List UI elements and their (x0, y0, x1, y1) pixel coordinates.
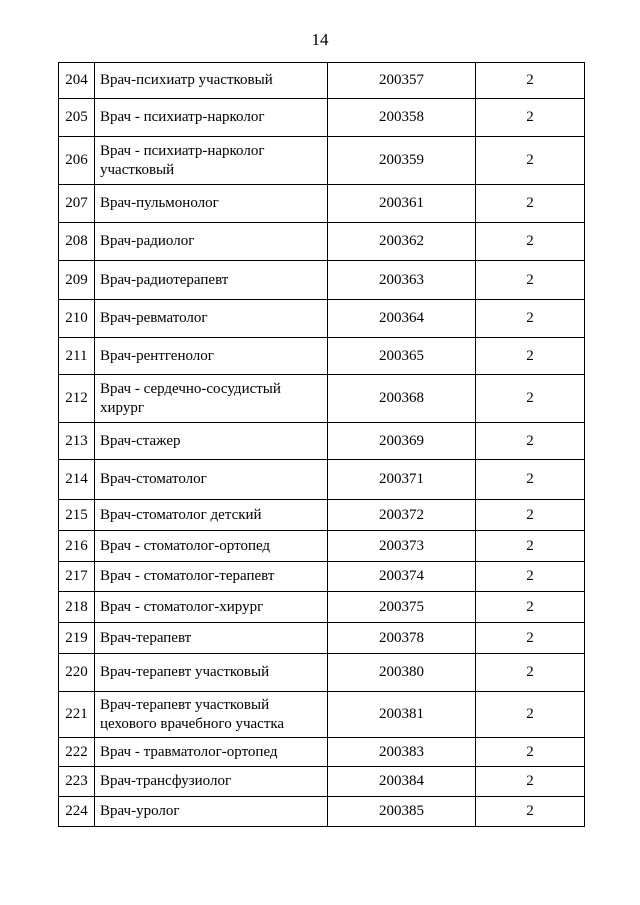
count-cell: 2 (476, 654, 585, 692)
row-number-cell: 208 (59, 223, 95, 261)
table-row (59, 261, 585, 300)
row-number-cell: 223 (59, 767, 95, 797)
table-row (59, 738, 585, 767)
position-code-cell: 200384 (328, 767, 476, 797)
table-row (59, 692, 585, 738)
row-number-cell: 218 (59, 592, 95, 623)
table-row (59, 767, 585, 797)
position-code-cell: 200365 (328, 338, 476, 375)
page-number: 14 (311, 30, 329, 49)
count-cell: 2 (476, 300, 585, 338)
position-code-cell: 200364 (328, 300, 476, 338)
positions-table (58, 62, 585, 827)
count-cell: 2 (476, 738, 585, 767)
position-code-cell: 200358 (328, 99, 476, 137)
table-row (59, 300, 585, 338)
table-row (59, 531, 585, 562)
table-row (59, 338, 585, 375)
row-number-cell: 224 (59, 797, 95, 827)
position-code-cell: 200385 (328, 797, 476, 827)
table-row (59, 375, 585, 423)
count-cell: 2 (476, 99, 585, 137)
row-number-cell: 214 (59, 460, 95, 500)
table-row (59, 137, 585, 185)
position-name-cell: Врач-стоматолог (95, 460, 328, 500)
position-code-cell: 200362 (328, 223, 476, 261)
row-number-cell: 219 (59, 623, 95, 654)
position-code-cell: 200383 (328, 738, 476, 767)
count-cell: 2 (476, 623, 585, 654)
count-cell: 2 (476, 223, 585, 261)
position-name-cell: Врач - стоматолог-терапевт (95, 562, 328, 592)
position-name-cell: Врач - сердечно-сосудистый хирург (95, 375, 328, 423)
row-number-cell: 215 (59, 500, 95, 531)
row-number-cell: 205 (59, 99, 95, 137)
table-row (59, 63, 585, 99)
row-number-cell: 209 (59, 261, 95, 300)
count-cell: 2 (476, 460, 585, 500)
position-name-cell: Врач - травматолог-ортопед (95, 738, 328, 767)
position-code-cell: 200380 (328, 654, 476, 692)
position-name-cell: Врач-стоматолог детский (95, 500, 328, 531)
position-name-cell: Врач-трансфузиолог (95, 767, 328, 797)
table-row (59, 592, 585, 623)
row-number-cell: 212 (59, 375, 95, 423)
position-name-cell: Врач - стоматолог-хирург (95, 592, 328, 623)
position-code-cell: 200371 (328, 460, 476, 500)
position-code-cell: 200359 (328, 137, 476, 185)
count-cell: 2 (476, 500, 585, 531)
position-name-cell: Врач - стоматолог-ортопед (95, 531, 328, 562)
table-row (59, 460, 585, 500)
count-cell: 2 (476, 562, 585, 592)
count-cell: 2 (476, 531, 585, 562)
table-row (59, 99, 585, 137)
count-cell: 2 (476, 592, 585, 623)
table-row (59, 500, 585, 531)
row-number-cell: 216 (59, 531, 95, 562)
table-body (59, 63, 585, 827)
row-number-cell: 211 (59, 338, 95, 375)
position-code-cell: 200369 (328, 423, 476, 460)
row-number-cell: 221 (59, 692, 95, 738)
row-number-cell: 207 (59, 185, 95, 223)
position-code-cell: 200372 (328, 500, 476, 531)
table-row (59, 797, 585, 827)
row-number-cell: 210 (59, 300, 95, 338)
table-row (59, 223, 585, 261)
position-name-cell: Врач-рентгенолог (95, 338, 328, 375)
position-name-cell: Врач-уролог (95, 797, 328, 827)
count-cell: 2 (476, 797, 585, 827)
table-row (59, 185, 585, 223)
count-cell: 2 (476, 185, 585, 223)
table-row (59, 654, 585, 692)
position-name-cell: Врач-терапевт участковый цехового врачебного участка (95, 692, 328, 738)
count-cell: 2 (476, 63, 585, 99)
count-cell: 2 (476, 338, 585, 375)
position-name-cell: Врач-ревматолог (95, 300, 328, 338)
position-code-cell: 200368 (328, 375, 476, 423)
position-code-cell: 200363 (328, 261, 476, 300)
count-cell: 2 (476, 261, 585, 300)
position-code-cell: 200357 (328, 63, 476, 99)
row-number-cell: 213 (59, 423, 95, 460)
position-name-cell: Врач-терапевт (95, 623, 328, 654)
row-number-cell: 206 (59, 137, 95, 185)
count-cell: 2 (476, 137, 585, 185)
row-number-cell: 204 (59, 63, 95, 99)
table-row (59, 562, 585, 592)
row-number-cell: 222 (59, 738, 95, 767)
position-name-cell: Врач-психиатр участковый (95, 63, 328, 99)
position-name-cell: Врач-терапевт участковый (95, 654, 328, 692)
table-row (59, 423, 585, 460)
position-name-cell: Врач - психиатр-нарколог (95, 99, 328, 137)
position-code-cell: 200381 (328, 692, 476, 738)
position-code-cell: 200375 (328, 592, 476, 623)
count-cell: 2 (476, 692, 585, 738)
count-cell: 2 (476, 423, 585, 460)
position-name-cell: Врач-радиотерапевт (95, 261, 328, 300)
count-cell: 2 (476, 767, 585, 797)
position-code-cell: 200361 (328, 185, 476, 223)
position-name-cell: Врач-радиолог (95, 223, 328, 261)
position-code-cell: 200378 (328, 623, 476, 654)
row-number-cell: 217 (59, 562, 95, 592)
position-code-cell: 200373 (328, 531, 476, 562)
table-row (59, 623, 585, 654)
row-number-cell: 220 (59, 654, 95, 692)
count-cell: 2 (476, 375, 585, 423)
position-code-cell: 200374 (328, 562, 476, 592)
position-name-cell: Врач - психиатр-нарколог участковый (95, 137, 328, 185)
position-name-cell: Врач-стажер (95, 423, 328, 460)
position-name-cell: Врач-пульмонолог (95, 185, 328, 223)
